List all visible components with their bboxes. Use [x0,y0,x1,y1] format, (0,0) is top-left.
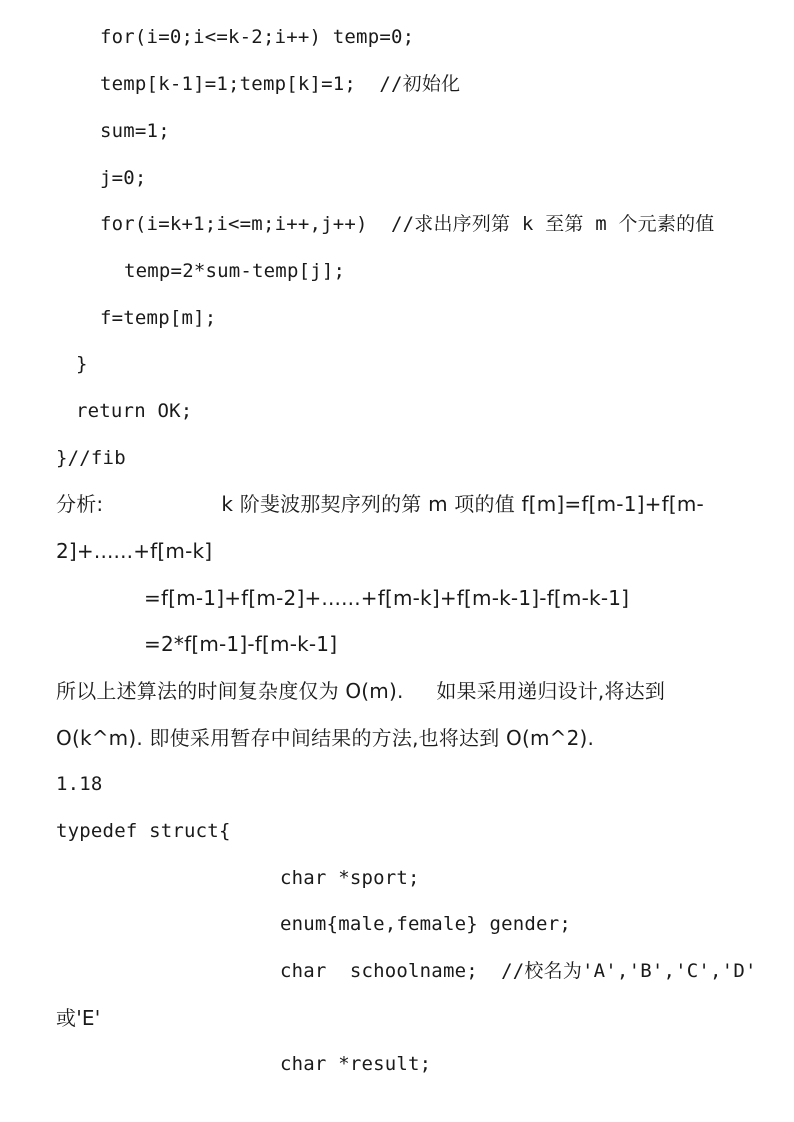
code-line-sum-init: sum=1; [100,120,170,142]
formula-line-2: =2*f[m-1]-f[m-k-1] [144,632,338,656]
code-line-schoolname: char schoolname; //校名为'A','B','C','D' [280,960,757,982]
formula-line-1: =f[m-1]+f[m-2]+......+f[m-k]+f[m-k-1]-f[m-k-1] [144,586,630,610]
code-line-typedef: typedef struct{ [56,820,231,842]
code-line-temp-calc: temp=2*sum-temp[j]; [124,260,346,282]
code-line-temp-init: temp[k-1]=1;temp[k]=1; //初始化 [100,73,461,95]
code-line-for-loop: for(i=k+1;i<=m;i++,j++) //求出序列第 k 至第 m 个元素的值 [100,213,715,235]
code-line-end-fib: }//fib [56,447,126,469]
analysis-line-1: 分析: k 阶斐波那契序列的第 m 项的值 f[m]=f[m-1]+f[m- [56,492,704,516]
code-line-f-assign: f=temp[m]; [100,307,217,329]
code-line-schoolname-cont: 或'E' [56,1006,101,1030]
section-number: 1.18 [56,773,103,795]
code-line-j-init: j=0; [100,167,147,189]
code-line-gender: enum{male,female} gender; [280,913,571,935]
complexity-line-2: O(k^m). 即使采用暂存中间结果的方法,也将达到 O(m^2). [56,726,595,750]
complexity-line-1: 所以上述算法的时间复杂度仅为 O(m). 如果采用递归设计,将达到 [56,679,666,703]
code-line-sport: char *sport; [280,867,420,889]
code-line-close-brace: } [76,353,88,375]
analysis-line-2: 2]+......+f[m-k] [56,539,213,563]
code-line-result: char *result; [280,1053,432,1075]
code-line-return: return OK; [76,400,193,422]
code-line-for-init-temp: for(i=0;i<=k-2;i++) temp=0; [100,26,415,48]
